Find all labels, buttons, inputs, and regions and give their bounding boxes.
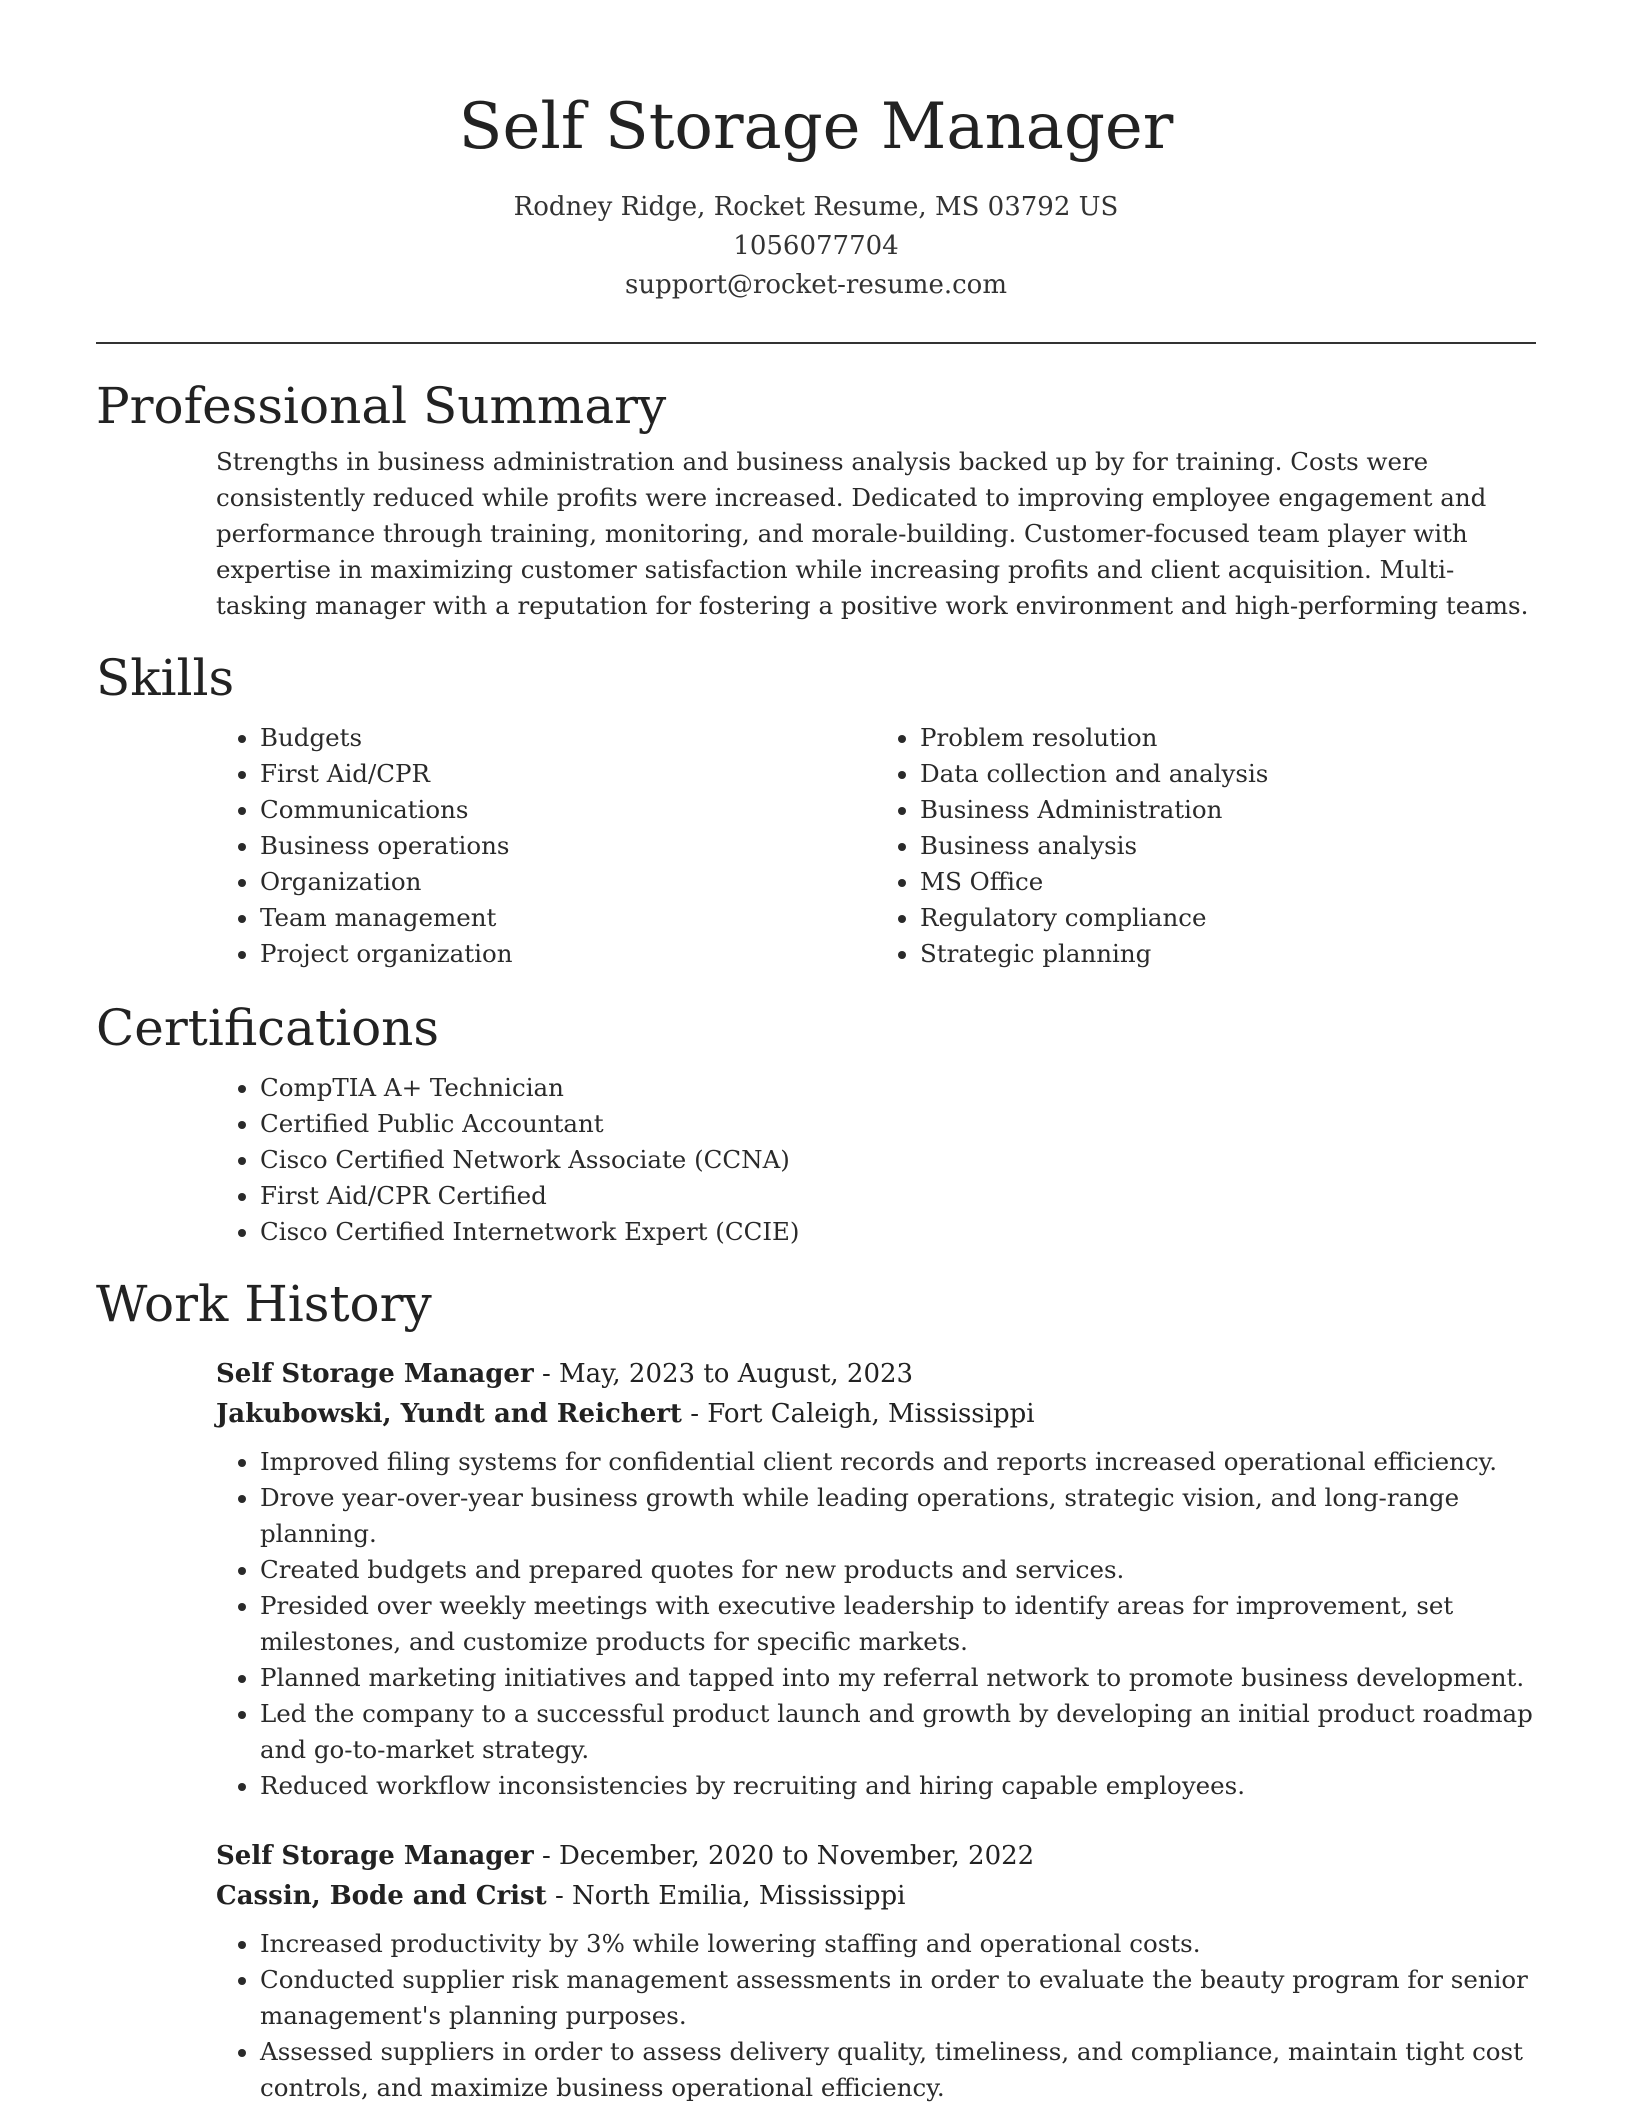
- job-location: North Emilia, Mississippi: [572, 1881, 906, 1911]
- job-bullets: [216, 1444, 1536, 1804]
- certification-item: • Cisco Certified Internetwork Expert (CCIE): [260, 1214, 1536, 1250]
- job-title: Self Storage Manager: [216, 1841, 534, 1871]
- job-company-line: Jakubowski, Yundt and Reichert - Fort Caleigh, Mississippi: [216, 1399, 1035, 1429]
- summary-section: [96, 374, 1536, 624]
- job-company: Cassin, Bode and Crist: [216, 1881, 547, 1911]
- job-dates: December, 2020 to November, 2022: [559, 1841, 1035, 1871]
- resume-name: Self Storage Manager: [458, 90, 1174, 164]
- skill-item: • Organization: [260, 864, 876, 900]
- skill-item: • Data collection and analysis: [920, 756, 1536, 792]
- job-bullet: • Increased productivity by 3% while lowering staffing and operational costs.: [260, 1926, 1536, 1962]
- job-bullet: • Created budgets and prepared quotes for new products and services.: [260, 1552, 1536, 1588]
- skill-item: • Budgets: [260, 720, 876, 756]
- work-history-heading: Work History: [96, 1275, 432, 1333]
- job-title: Self Storage Manager: [216, 1359, 534, 1389]
- certifications-section: [96, 996, 1536, 1250]
- job-company: Jakubowski, Yundt and Reichert: [216, 1399, 682, 1429]
- contact-phone: 1056077704: [733, 231, 899, 261]
- job-bullet: • Reduced workflow inconsistencies by recruiting and hiring capable employees.: [260, 1768, 1536, 1804]
- job-title-line: Self Storage Manager - May, 2023 to August, 2023: [216, 1359, 914, 1389]
- skill-item: • Business Administration: [920, 792, 1536, 828]
- skills-heading: Skills: [96, 649, 235, 707]
- contact-block: [96, 188, 1536, 305]
- certifications-heading: Certifications: [96, 999, 440, 1057]
- certification-item: • CompTIA A+ Technician: [260, 1070, 1536, 1106]
- contact-address: Rodney Ridge, Rocket Resume, MS 03792 US: [513, 192, 1119, 222]
- header-divider: [96, 342, 1536, 344]
- job-bullet: • Led the company to a successful product launch and growth by developing an initial product roadmap and go-to-market strategy.: [260, 1696, 1536, 1768]
- summary-text: Strengths in business administration and business analysis backed up by for training. Costs were consistently reduced while profits were increased. Dedicated to improving employee engagement and performance through training, monitoring, and morale-building. Customer-focused team player with expertise in maximizing customer satisfaction while increasing profits and client acquisition. Multi-tasking manager with a reputation for fostering a positive work environment and high-performing teams.: [216, 447, 1529, 620]
- job-bullet: • Planned marketing initiatives and tapped into my referral network to promote business development.: [260, 1660, 1536, 1696]
- work-history-section: [96, 1272, 1536, 2106]
- certifications-list: [216, 1070, 1536, 1250]
- resume-page: [96, 0, 1536, 2106]
- skill-item: • MS Office: [920, 864, 1536, 900]
- certification-item: • Certified Public Accountant: [260, 1106, 1536, 1142]
- skill-item: • Project organization: [260, 936, 876, 972]
- skill-item: • Communications: [260, 792, 876, 828]
- job-entry: [216, 1354, 1536, 1804]
- job-bullet: • Assessed suppliers in order to assess delivery quality, timeliness, and compliance, maintain tight cost controls, and maximize business operational efficiency.: [260, 2034, 1536, 2106]
- skill-item: • Business analysis: [920, 828, 1536, 864]
- skill-item: • Strategic planning: [920, 936, 1536, 972]
- skills-list-left: [216, 720, 876, 972]
- job-bullet: • Drove year-over-year business growth while leading operations, strategic vision, and long-range planning.: [260, 1480, 1536, 1552]
- job-location: Fort Caleigh, Mississippi: [707, 1399, 1035, 1429]
- job-company-line: Cassin, Bode and Crist - North Emilia, Mississippi: [216, 1881, 906, 1911]
- skills-list-right: [876, 720, 1536, 972]
- skill-item: • Business operations: [260, 828, 876, 864]
- skills-columns: [216, 720, 1536, 972]
- job-bullets: [216, 1926, 1536, 2106]
- job-dates: May, 2023 to August, 2023: [559, 1359, 914, 1389]
- skills-section: [96, 646, 1536, 972]
- summary-heading: Professional Summary: [96, 377, 667, 435]
- job-bullet: • Presided over weekly meetings with executive leadership to identify areas for improvement, set milestones, and customize products for specific markets.: [260, 1588, 1536, 1660]
- skill-item: • Problem resolution: [920, 720, 1536, 756]
- job-bullet: • Improved filing systems for confidential client records and reports increased operational efficiency.: [260, 1444, 1536, 1480]
- contact-email: support@rocket-resume.com: [624, 270, 1007, 300]
- skill-item: • Team management: [260, 900, 876, 936]
- certification-item: • Cisco Certified Network Associate (CCNA): [260, 1142, 1536, 1178]
- job-entry: [216, 1836, 1536, 2106]
- job-title-line: Self Storage Manager - December, 2020 to November, 2022: [216, 1841, 1035, 1871]
- skill-item: • Regulatory compliance: [920, 900, 1536, 936]
- job-bullet: • Conducted supplier risk management assessments in order to evaluate the beauty program for senior management's planning purposes.: [260, 1962, 1536, 2034]
- certification-item: • First Aid/CPR Certified: [260, 1178, 1536, 1214]
- skill-item: • First Aid/CPR: [260, 756, 876, 792]
